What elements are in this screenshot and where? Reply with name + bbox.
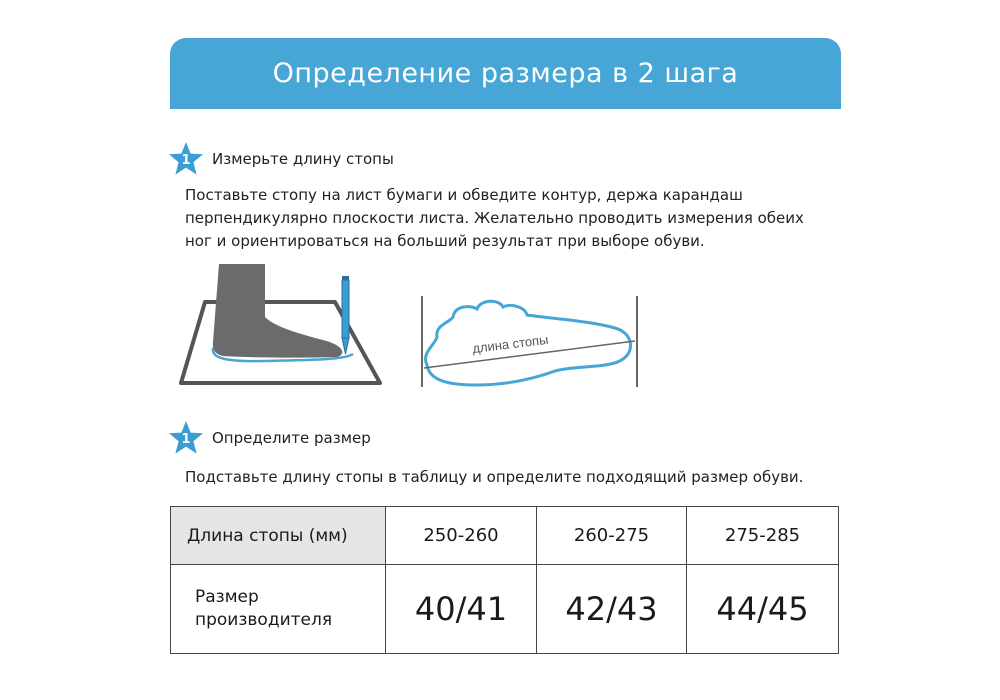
manufacturer-size-header-line-1: Размер xyxy=(195,587,259,607)
foot-length-range: 275-285 xyxy=(687,507,839,565)
foot-length-range: 260-275 xyxy=(537,507,687,565)
step-1-line-2: перпендикулярно плоскости листа. Желательно проводить измерения обеих xyxy=(185,209,804,227)
step-2-number: 1 xyxy=(181,432,191,447)
step-1-line-1: Поставьте стопу на лист бумаги и обведите контур, держа карандаш xyxy=(185,186,743,204)
step-2-header xyxy=(168,421,371,455)
foot-length-range: 250-260 xyxy=(386,507,537,565)
manufacturer-size-header xyxy=(171,565,386,654)
step-2-description xyxy=(185,466,803,489)
step-1-description xyxy=(185,184,804,253)
manufacturer-size-row xyxy=(171,565,839,654)
step-1-header xyxy=(168,142,394,176)
foot-on-paper-illustration xyxy=(175,262,390,390)
step-2-title: Определите размер xyxy=(212,429,371,447)
manufacturer-size-header-line-2: производителя xyxy=(195,610,333,630)
pencil-icon xyxy=(342,276,349,354)
foot-length-header: Длина стопы (мм) xyxy=(171,507,386,565)
shoe-size-value: 40/41 xyxy=(386,565,537,654)
title-banner xyxy=(170,38,841,109)
size-table xyxy=(170,506,839,654)
step-1-line-3: ног и ориентироваться на больший результат при выборе обуви. xyxy=(185,232,705,250)
step-2-line: Подставьте длину стопы в таблицу и определите подходящий размер обуви. xyxy=(185,468,804,486)
star-icon xyxy=(168,141,204,177)
shoe-size-value: 42/43 xyxy=(537,565,687,654)
step-1-number: 1 xyxy=(181,153,191,168)
foot-length-row xyxy=(171,507,839,565)
star-icon xyxy=(168,420,204,456)
page-title: Определение размера в 2 шага xyxy=(272,58,739,89)
foot-length-label: длина стопы xyxy=(471,331,550,356)
shoe-size-value: 44/45 xyxy=(687,565,839,654)
step-1-title: Измерьте длину стопы xyxy=(212,150,394,168)
footprint-illustration xyxy=(415,293,645,391)
